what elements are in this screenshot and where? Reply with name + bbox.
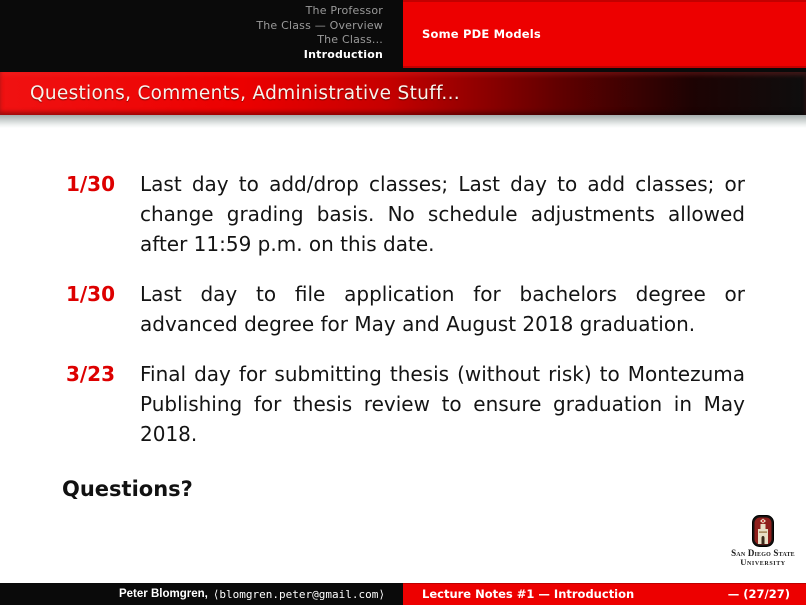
- schedule-item-date: 3/23: [65, 362, 115, 386]
- footer-author: Peter Blomgren,: [118, 588, 208, 600]
- nav-item-the-class[interactable]: The Class...: [317, 33, 383, 46]
- footer-lecture-title: Lecture Notes #1 — Introduction: [422, 587, 635, 601]
- footer-page-number: — (27/27): [727, 587, 790, 601]
- header-section-area: [403, 0, 806, 68]
- footer-email: ⟨blomgren.peter@gmail.com⟩: [212, 587, 385, 601]
- slide-header: [0, 0, 806, 68]
- nav-item-the-professor[interactable]: The Professor: [305, 4, 383, 17]
- schedule-item-date: 1/30: [65, 282, 115, 306]
- nav-item-class-overview[interactable]: The Class — Overview: [256, 18, 383, 32]
- frame-title: Questions, Comments, Administrative Stuff...: [30, 83, 460, 104]
- slide-footer: [0, 583, 806, 605]
- schedule-item: [0, 169, 806, 259]
- schedule-item-text: Last day to file application for bachelors degree or advanced degree for May and August 2018 graduation.: [140, 282, 745, 336]
- schedule-item: [0, 359, 806, 449]
- section-label[interactable]: Some PDE Models: [422, 27, 541, 41]
- schedule-item-text: Final day for submitting thesis (without risk) to Montezuma Publishing for thesis review to ensure graduation in May 2018.: [140, 362, 745, 446]
- footer-lecture-area: [403, 583, 806, 605]
- header-nav-area: [0, 0, 403, 68]
- schedule-item-date: 1/30: [65, 172, 115, 196]
- schedule-item: [0, 279, 806, 339]
- sdsu-logo: [727, 515, 799, 567]
- logo-text-line1: San Diego State: [731, 548, 795, 558]
- slide-content: [0, 128, 806, 501]
- footer-author-area: [0, 583, 403, 605]
- schedule-item-text: Last day to add/drop classes; Last day to add classes; or change grading basis. No schedule adjustments allowed after 11:59 p.m. on this date.: [140, 172, 745, 256]
- sdsu-seal-icon: [752, 515, 774, 547]
- logo-text-line2: University: [740, 557, 786, 567]
- title-shadow: [0, 115, 806, 128]
- questions-heading: Questions?: [62, 477, 193, 501]
- frame-title-bar: [0, 72, 806, 115]
- nav-item-introduction[interactable]: Introduction: [303, 47, 383, 61]
